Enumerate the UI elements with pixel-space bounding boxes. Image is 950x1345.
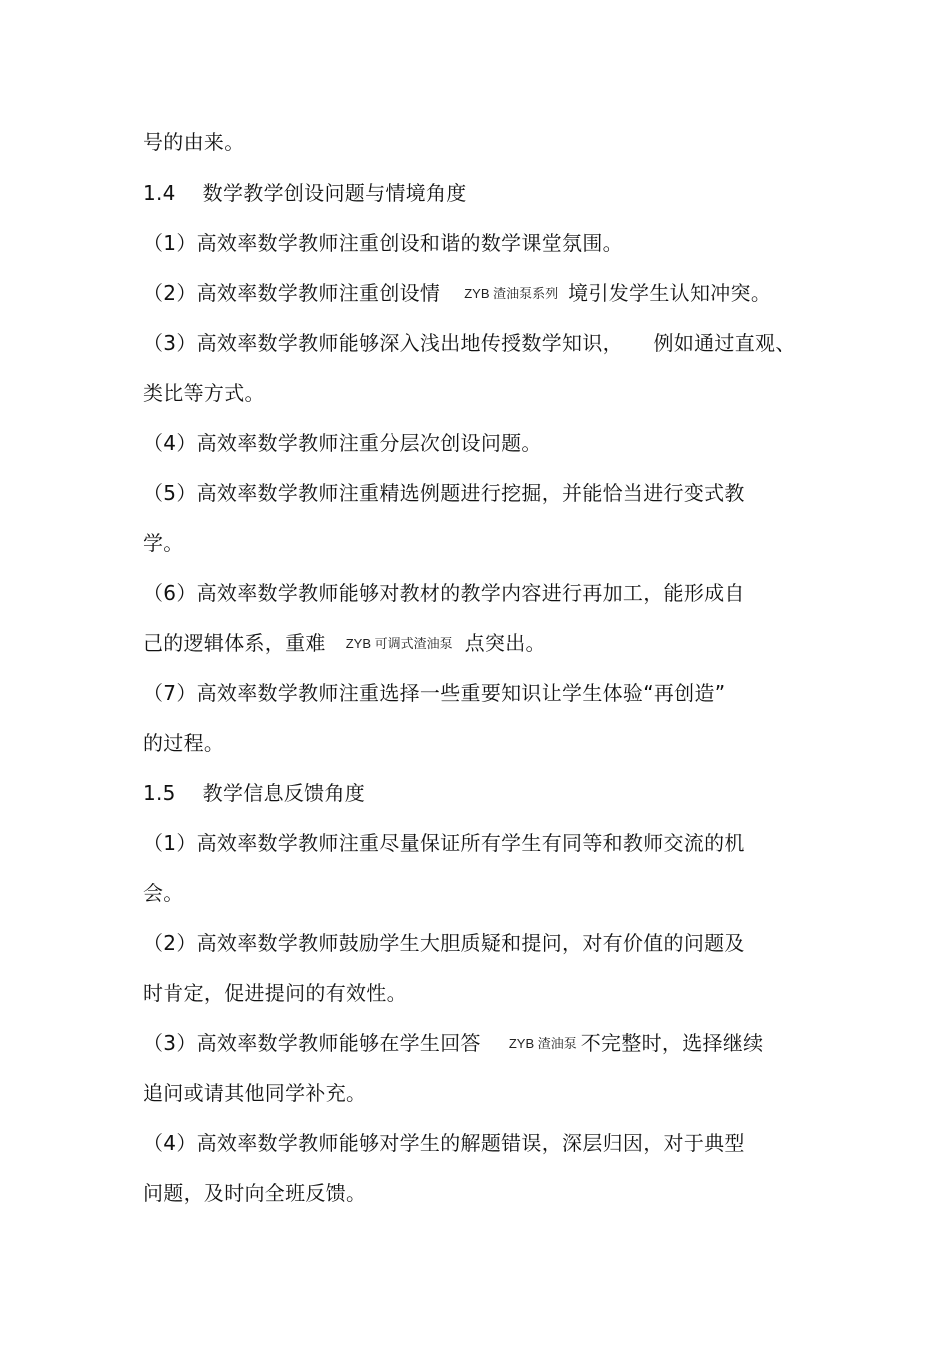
text-segment: （2）高效率数学教师注重创设情 bbox=[143, 281, 441, 305]
list-item: （1）高效率数学教师注重尽量保证所有学生有同等和教师交流的机 bbox=[143, 831, 745, 855]
text-segment: 境引发学生认知冲突。 bbox=[568, 281, 772, 305]
text-line: 学。 bbox=[143, 531, 184, 555]
text-line: 会。 bbox=[143, 881, 184, 905]
list-item: （3）高效率数学教师能够深入浅出地传授数学知识， 例如通过直观、 bbox=[143, 331, 796, 355]
text-line: 类比等方式。 bbox=[143, 381, 265, 405]
list-item: （5）高效率数学教师注重精选例题进行挖掘，并能恰当进行变式教 bbox=[143, 481, 745, 505]
section-heading: 1.4 数学教学创设问题与情境角度 bbox=[143, 181, 467, 205]
list-item: （6）高效率数学教师能够对教材的教学内容进行再加工，能形成自 bbox=[143, 581, 745, 605]
text-segment: 点突出。 bbox=[464, 631, 546, 655]
section-heading: 1.5 教学信息反馈角度 bbox=[143, 781, 366, 805]
text-line: 号的由来。 bbox=[143, 130, 245, 154]
list-item: （1）高效率数学教师注重创设和谐的数学课堂氛围。 bbox=[143, 231, 623, 255]
list-item: （7）高效率数学教师注重选择一些重要知识让学生体验“再创造” bbox=[143, 681, 726, 705]
text-line: 的过程。 bbox=[143, 731, 225, 755]
list-item: （4）高效率数学教师注重分层次创设问题。 bbox=[143, 431, 542, 455]
list-item: （2）高效率数学教师鼓励学生大胆质疑和提问，对有价值的问题及 bbox=[143, 931, 745, 955]
list-item bbox=[143, 1029, 763, 1058]
text-segment: （3）高效率数学教师能够在学生回答 bbox=[143, 1031, 481, 1055]
text-line bbox=[143, 629, 546, 658]
inserted-keyword: ZYB 可调式渣油泵 bbox=[345, 636, 453, 651]
inserted-keyword: ZYB 渣油泵 bbox=[508, 1036, 577, 1051]
text-line: 时肯定，促进提问的有效性。 bbox=[143, 981, 407, 1005]
inserted-keyword: ZYB 渣油泵系列 bbox=[464, 286, 559, 301]
text-segment: 己的逻辑体系，重难 bbox=[143, 631, 326, 655]
text-line: 问题，及时向全班反馈。 bbox=[143, 1181, 367, 1205]
list-item bbox=[143, 279, 771, 308]
text-line: 追问或请其他同学补充。 bbox=[143, 1081, 367, 1105]
list-item: （4）高效率数学教师能够对学生的解题错误，深层归因，对于典型 bbox=[143, 1131, 745, 1155]
text-segment: 不完整时，选择继续 bbox=[580, 1031, 764, 1055]
